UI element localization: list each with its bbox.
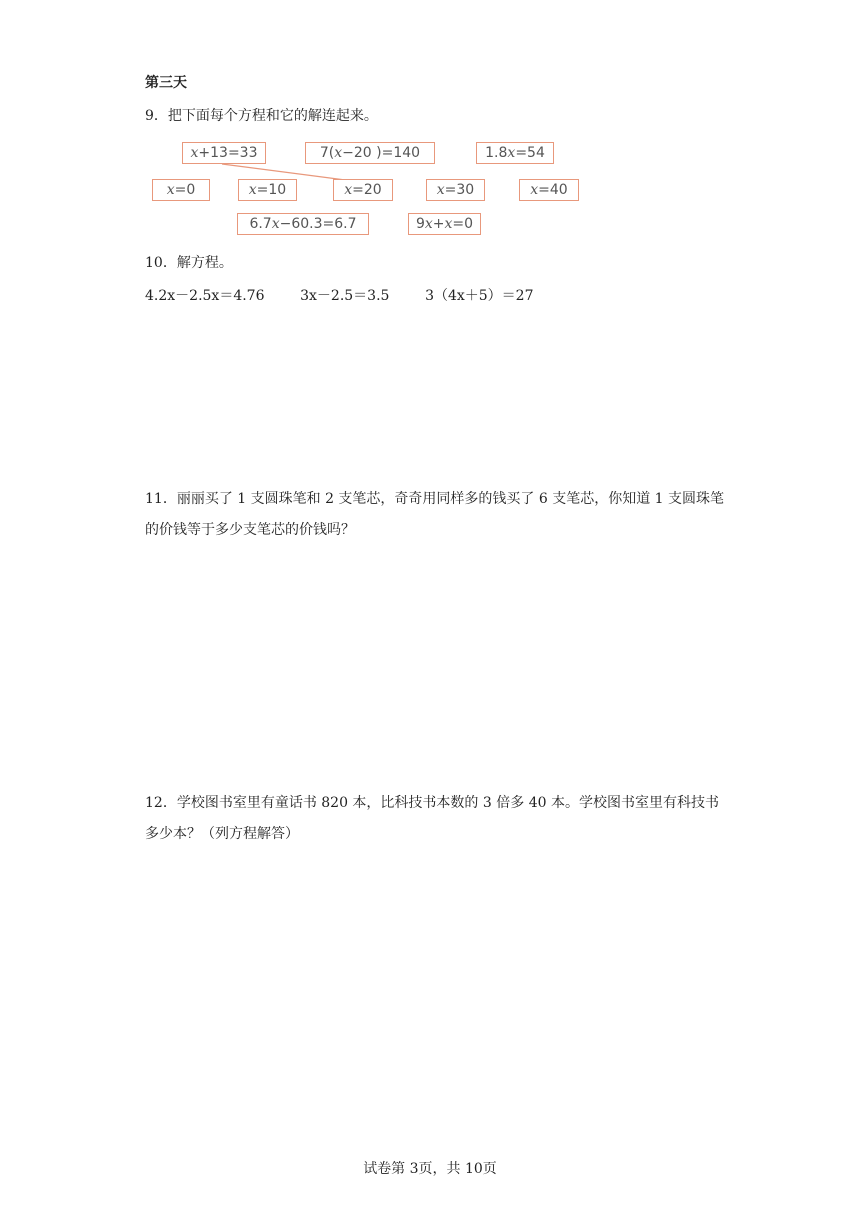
solution-box-3[interactable] (333, 179, 393, 201)
solution-var: x (248, 182, 257, 198)
equation-text: −60.3=6.7 (279, 216, 357, 232)
equation-text: −20 )=140 (342, 145, 421, 161)
equation-box-4[interactable] (237, 213, 369, 235)
solution-var: x (344, 182, 353, 198)
section-title: 第三天 (145, 75, 187, 91)
equation-var: x (424, 216, 433, 232)
equation-item: 4.2x－2.5x＝4.76 (145, 288, 265, 304)
question-12: 12．学校图书室里有童话书 820 本，比科技书本数的 3 倍多 40 本。学校图书室里有科技书多少本？（列方程解答） (145, 795, 719, 842)
equation-text: 6.7 (249, 216, 272, 232)
equation-text: 7( (319, 145, 335, 161)
equation-var: x (271, 216, 280, 232)
question-9: 9．把下面每个方程和它的解连起来。 (145, 108, 378, 124)
equation-box-2[interactable] (305, 142, 435, 164)
equation-text: 9 (415, 216, 425, 232)
solution-text: =30 (444, 182, 475, 198)
equation-list (145, 285, 534, 305)
equation-box-3[interactable] (476, 142, 554, 164)
solution-text: =10 (256, 182, 287, 198)
page-footer: 试卷第 3页，共 10页 (363, 1161, 497, 1177)
solution-var: x (530, 182, 539, 198)
solution-var: x (436, 182, 445, 198)
equation-item: 3（4x＋5）＝27 (425, 288, 534, 304)
equation-item: 3x－2.5＝3.5 (300, 288, 390, 304)
equation-box-5[interactable] (408, 213, 481, 235)
equation-var: x (334, 145, 343, 161)
equation-var: x (444, 216, 453, 232)
solution-box-5[interactable] (519, 179, 579, 201)
solution-text: =40 (538, 182, 568, 198)
question-10: 10．解方程。 (145, 255, 233, 271)
solution-box-2[interactable] (238, 179, 297, 201)
equation-text: 1.8 (485, 145, 508, 161)
equation-box-1[interactable] (182, 142, 266, 164)
question-11: 11．丽丽买了 1 支圆珠笔和 2 支笔芯，奇奇用同样多的钱买了 6 支笔芯，你知道 1 支圆珠笔的价钱等于多少支笔芯的价钱吗？ (145, 491, 725, 538)
solution-text: =20 (352, 182, 382, 198)
equation-var: x (507, 145, 516, 161)
solution-text: =0 (174, 182, 196, 198)
solution-box-4[interactable] (426, 179, 485, 201)
solution-var: x (166, 182, 175, 198)
equation-var: x (190, 145, 199, 161)
equation-text: =54 (515, 145, 545, 161)
equation-text: =0 (452, 216, 474, 232)
solution-box-1[interactable] (152, 179, 210, 201)
equation-text: +13=33 (198, 145, 258, 161)
equation-text: + (432, 216, 445, 232)
